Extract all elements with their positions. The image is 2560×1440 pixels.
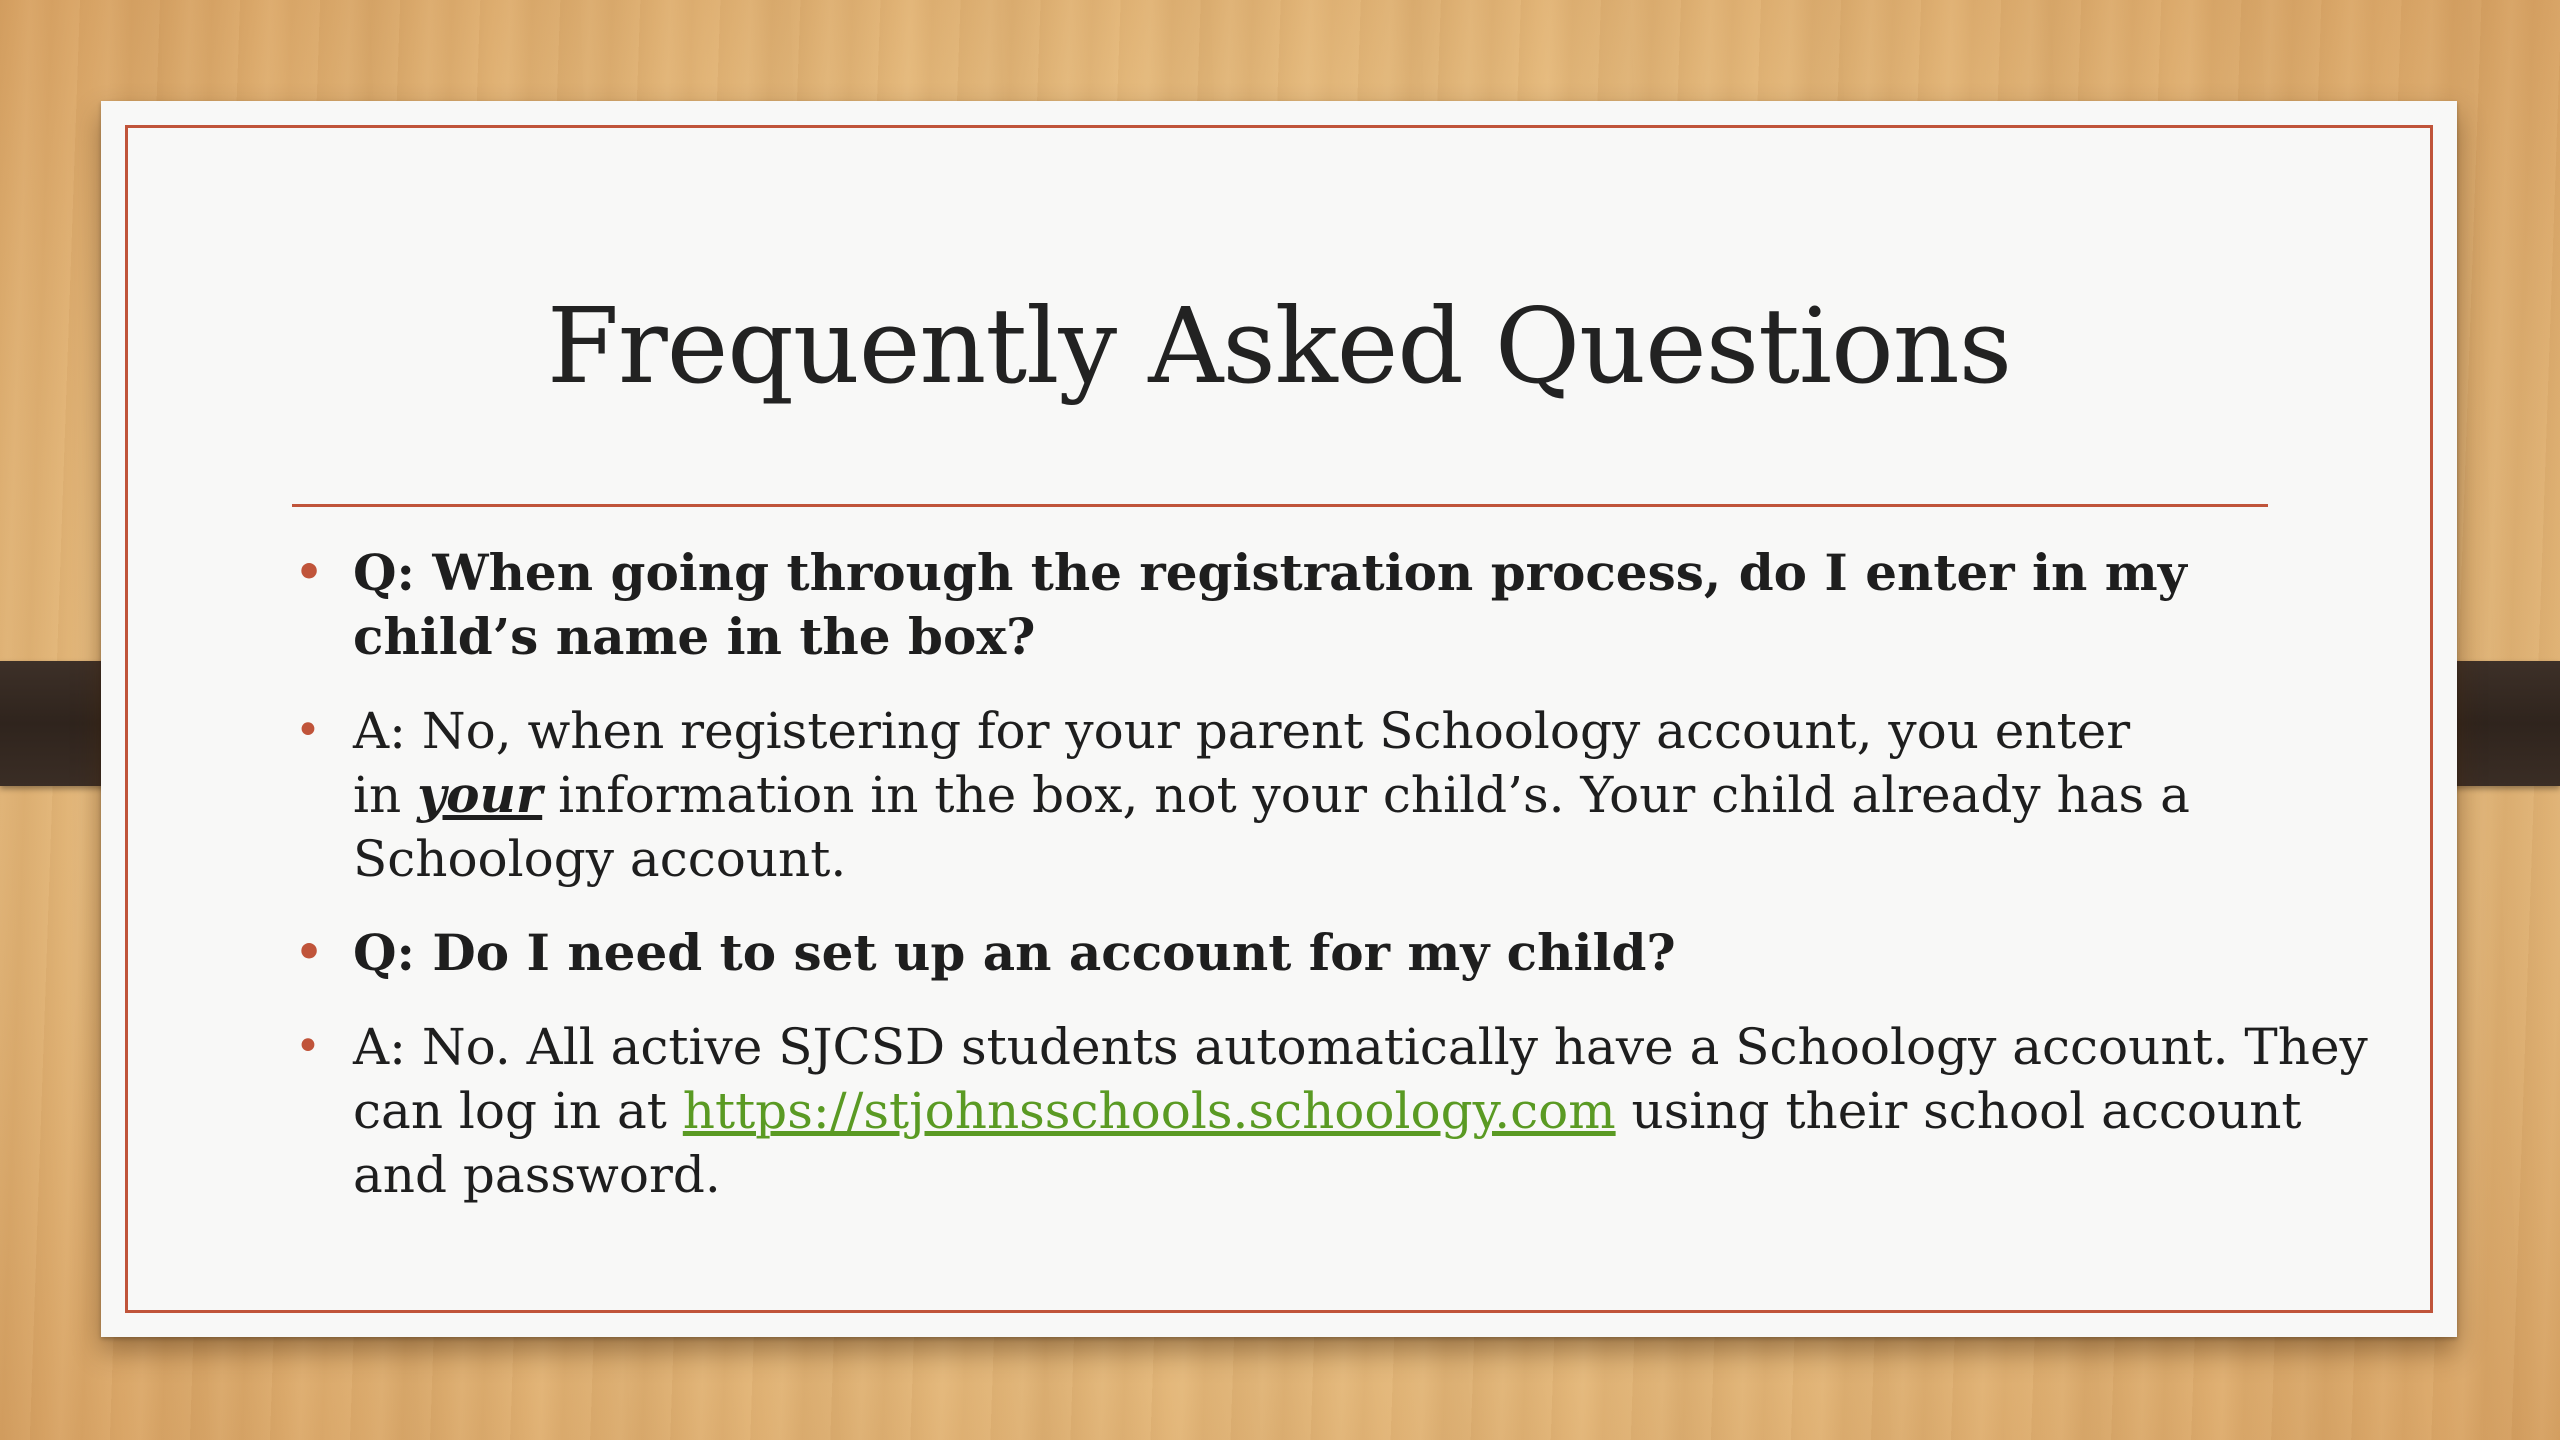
bullet-icon: • (295, 927, 324, 978)
faq-question-1 (291, 541, 2371, 669)
slide-title: Frequently Asked Questions (546, 285, 2012, 407)
slide (101, 101, 2457, 1337)
question-text: Q: When going through the registration process, do I enter in my child’s name in the box? (353, 543, 2187, 666)
bullet-icon: • (295, 547, 324, 598)
faq-answer-2 (291, 1015, 2371, 1207)
answer-line-2-pre: in (353, 766, 418, 824)
answer-line-2-post: information in the box, not your child’s. Your child already has a Schoology account. (353, 766, 2190, 888)
faq-question-2 (291, 921, 2371, 985)
answer-line-1: A: No, when registering for your parent Schoology account, you enter (353, 702, 2131, 760)
bullet-icon: • (295, 1021, 321, 1072)
bullet-icon: • (295, 705, 321, 756)
faq-list (291, 541, 2371, 1237)
emphasis-your: your (417, 765, 543, 824)
question-text: Q: Do I need to set up an account for my child? (353, 923, 1676, 982)
answer-text-pre: A: No. All active SJCSD students automatically have a Schoology account. They can log in at (353, 1018, 2368, 1140)
answer-text-post: using their school account and password. (353, 1082, 2302, 1204)
title-divider (292, 504, 2268, 507)
schoology-link[interactable]: https://stjohnsschools.schoology.com (682, 1082, 1616, 1140)
faq-answer-1 (291, 699, 2371, 891)
